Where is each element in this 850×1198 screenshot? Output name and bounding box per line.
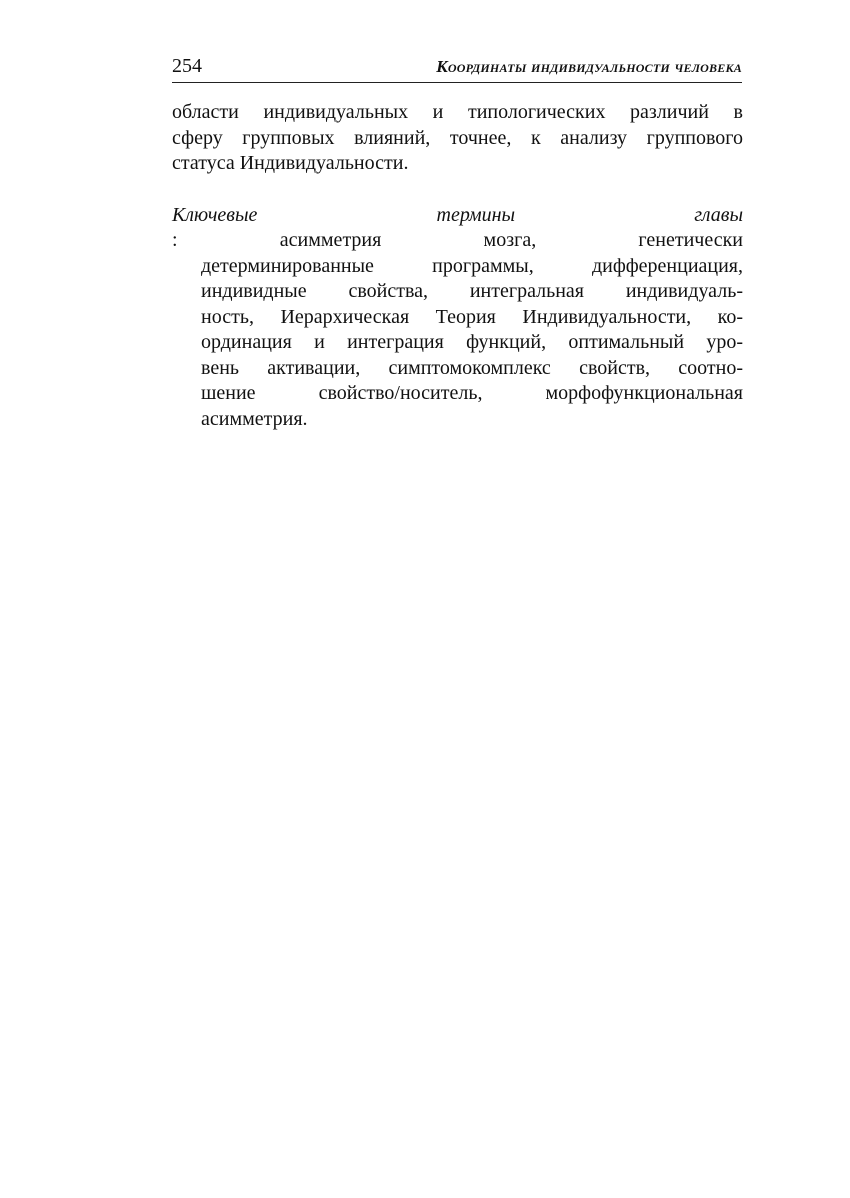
page-header [172, 54, 742, 83]
text-line: ординация и интеграция функций, оптимальный уро- [201, 331, 743, 353]
key-terms-paragraph [172, 203, 743, 433]
text-line: вень активации, симптомокомплекс свойств, соотно- [201, 356, 743, 379]
text-line: индивидные свойства, интегральная индивидуаль- [201, 280, 743, 302]
page-number: 254 [172, 55, 202, 77]
body-text [172, 100, 743, 432]
running-title: Координаты индивидуальности человека [436, 57, 742, 76]
key-terms-label: Ключевые термины главы [172, 203, 743, 226]
paragraph-continuation [172, 100, 743, 177]
text-line: сферу групповых влияний, точнее, к анализу группового [172, 126, 743, 149]
key-terms-first-line [172, 203, 743, 254]
text-line: ность, Иерархическая Теория Индивидуальности, ко- [201, 305, 743, 328]
text-line: области индивидуальных и типологических различий в [172, 101, 743, 123]
key-terms-first-line-text: : асимметрия мозга, генетически [172, 229, 743, 251]
text-line: асимметрия. [201, 407, 308, 430]
text-line: детерминированные программы, дифференциация, [201, 254, 743, 277]
text-line: шение свойство/носитель, морфофункциональная [201, 382, 743, 404]
text-line: статуса Индивидуальности. [172, 152, 409, 174]
